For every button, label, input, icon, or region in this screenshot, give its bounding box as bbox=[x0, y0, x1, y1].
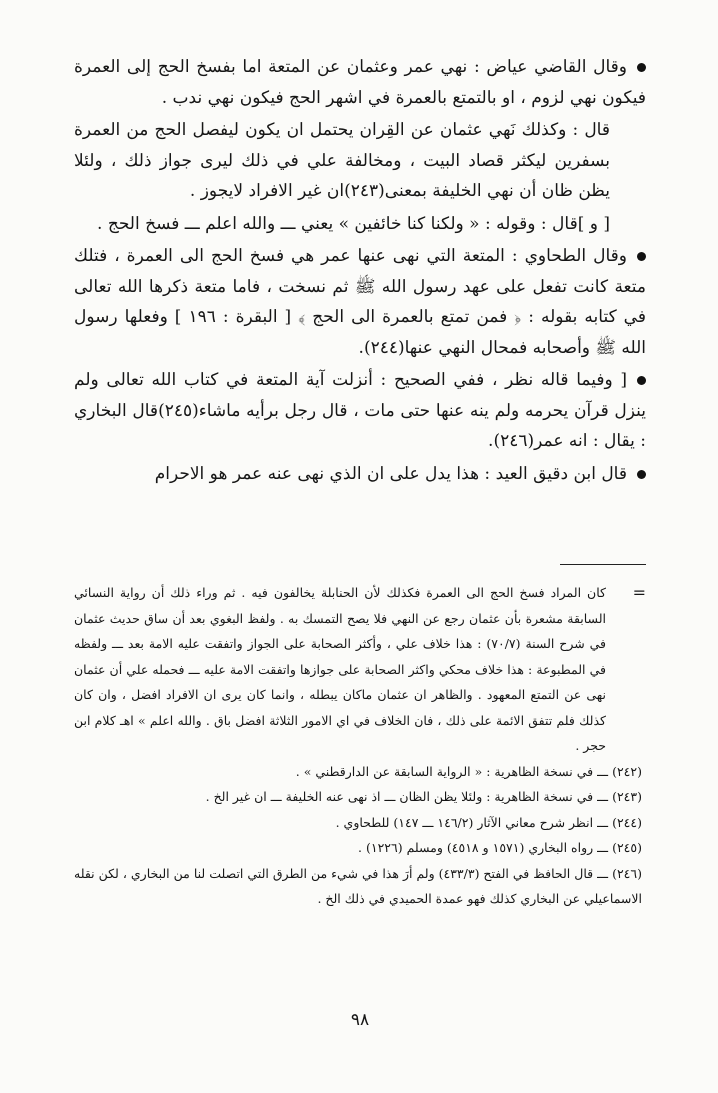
footnote-244: (٢٤٤) ـــ انظر شرح معاني الآثار (١٤٦/٢ ـــ ١٤٧) للطحاوي . bbox=[335, 814, 642, 830]
footnote-242: (٢٤٢) ـــ في نسخة الظاهرية : « الرواية السابقة عن الدارقطني » . bbox=[295, 763, 642, 779]
footnote-243: (٢٤٣) ـــ في نسخة الظاهرية : ولئلا يظن الظان ـــ اذ نهى عنه الخليفة ـــ ان غير الخ . bbox=[205, 789, 642, 804]
paragraph-tahawi: وقال الطحاوي : المتعة التي نهى عنها عمر هي فسخ الحج الى العمرة ، فتلك متعة كانت تفعل على عهد رسول الله ﷺ ثم نسخت ، فاما متعة ذكرها الله تعالى في كتابه بقوله : ﴿ فمن تمتع بالعمرة الى الحج ﴾ [ البقرة : ١٩٦ ] وفعلها رسول الله ﷺ وأصحابه فمحال النهي عنها(٢٤٤). bbox=[74, 246, 646, 358]
bullet-icon bbox=[637, 376, 646, 385]
bullet-icon bbox=[637, 470, 646, 479]
footnote-divider bbox=[560, 564, 646, 565]
main-text bbox=[74, 52, 646, 489]
bullet-icon bbox=[637, 63, 646, 72]
paragraph-nazar: [ وفيما قاله نظر ، ففي الصحيح : أنزلت آية المتعة في كتاب الله تعالى ولم ينزل قرآن يحرمه ولم ينه عنها حتى مات ، قال رجل برأيه ماشاء(٢٤٥)قال البخاري : يقال : انه عمر(٢٤٦). bbox=[74, 370, 646, 451]
paragraph-qiran: قال : وكذلك نَهي عثمان عن القِران يحتمل ان يكون ليفصل الحج من العمرة بسفرين ليكثر قصاد البيت ، ومخالفة علي في ذلك ليرى جواز ذلك ، ولئلا يظن ظان أن نهي الخليفة بمعنى(٢٤٣)ان غير الافراد لايجوز . bbox=[74, 120, 610, 201]
footnote-continuation: = كان المراد فسخ الحج الى العمرة فكذلك لأن الحنابلة يخالفون فيه . ثم وراء ذلك أن رواية النسائي السابقة مشعرة بأن عثمان رجع عن النهي فلا يصح التمسك به . ولفظ البغوي بعد أن ساق حديث عثمان في شرح السنة (٧٠/٧) : هذا خلاف علي ، وأكثر الصحابة على الجواز واتفقت عليه الامة بعد ـــ ولفظه في المطبوعة : هذا خلاف محكي واكثر الصحابة على جوازها واتفقت الامة عليه ـــ فحمله علي أن عثمان نهى عن التمتع المعهود . والظاهر ان عثمان ماكان يبطله ، وانما كان يرى ان الافراد افضل ، وان كان كذلك فلم تتفق الائمة على ذلك ، فان الخلاف في اي الامور الثلاثة افضل باق . والله اعلم » اهـ كلام ابن حجر . bbox=[74, 580, 646, 759]
footnote-246: (٢٤٦) ـــ قال الحافظ في الفتح (٤٣٣/٣) ولم أرَ هذا في شيء من الطرق التي اتصلت لنا من البخاري ، لكن نقله الاسماعيلي عن البخاري كذلك فهو عمدة الحميدي في ذلك الخ . bbox=[74, 865, 642, 906]
book-page bbox=[74, 52, 646, 1042]
paragraph-qadi-iyad: وقال القاضي عياض : نهي عمر وعثمان عن المتعة اما بفسخ الحج إلى العمرة فيكون نهي لزوم ، او بالتمتع بالعمرة في اشهر الحج فيكون نهي ندب . bbox=[74, 57, 646, 108]
page-number: ٩٨ bbox=[350, 1010, 370, 1030]
paragraph-ibn-daqiq: قال ابن دقيق العيد : هذا يدل على ان الذي نهى عنه عمر هو الاحرام bbox=[74, 459, 646, 490]
bullet-icon bbox=[637, 252, 646, 261]
footnotes-section bbox=[74, 580, 646, 912]
continuation-mark: = bbox=[632, 583, 646, 602]
footnote-245: (٢٤٥) ـــ رواه البخاري (١٥٧١ و ٤٥١٨) ومسلم (١٢٢٦) . bbox=[358, 840, 642, 855]
paragraph-khaifin: [ و ]قال : وقوله : « ولكنا كنا خائفين » يعني ـــ والله اعلم ـــ فسخ الحج . bbox=[97, 213, 610, 234]
